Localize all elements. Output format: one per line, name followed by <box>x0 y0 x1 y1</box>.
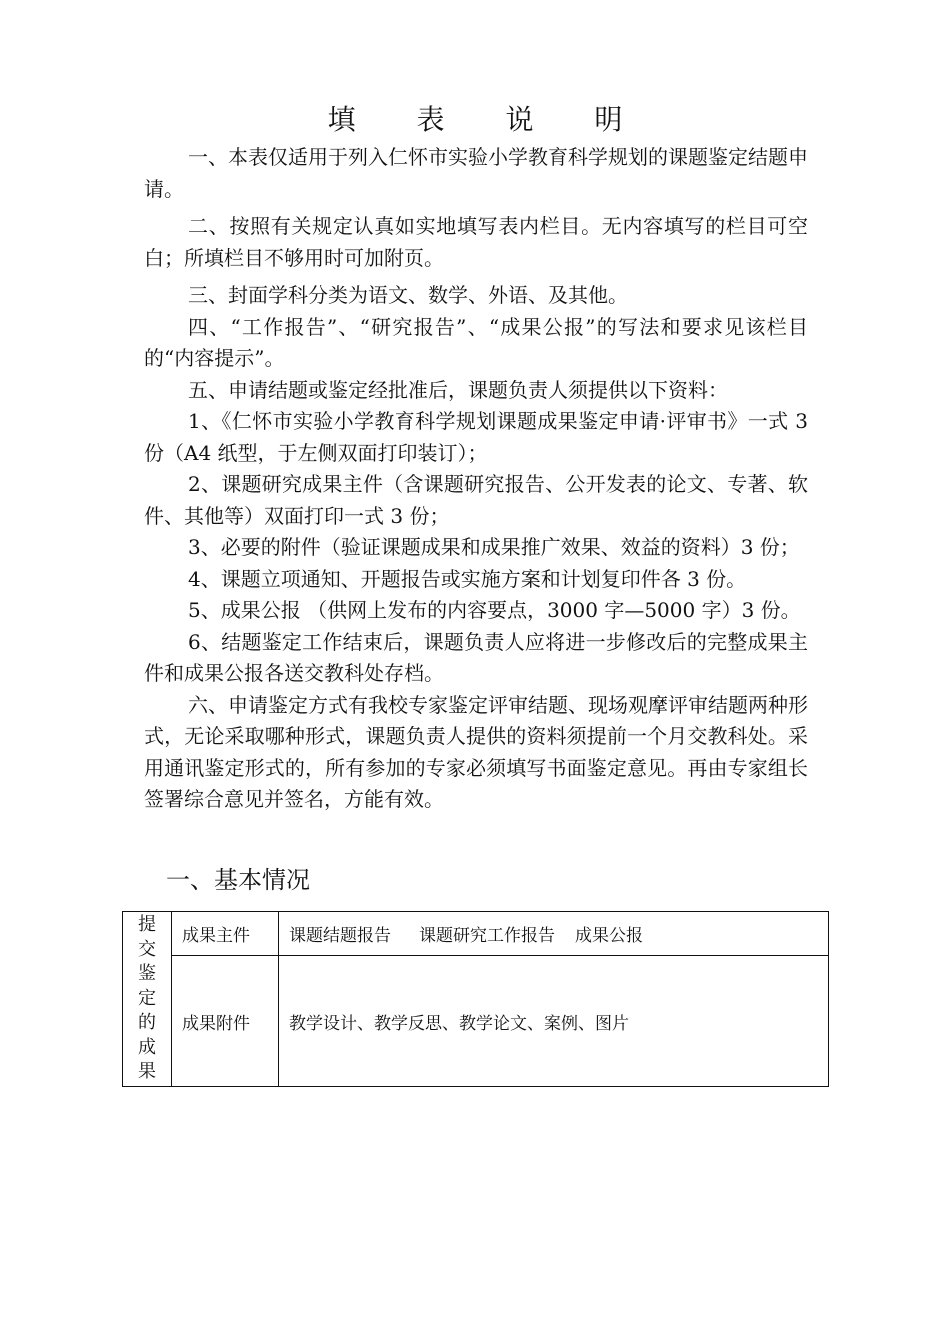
page-title: 填 表 说 明 <box>327 103 649 136</box>
table-row <box>123 956 829 1087</box>
row-label-attachments: 成果附件 <box>172 956 279 1087</box>
vertical-header-cell <box>123 912 172 1087</box>
vertical-header-char: 成 <box>138 1036 156 1058</box>
instruction-subitem-5: 5、成果公报 （供网上发布的内容要点，3000 字—5000 字）3 份。 <box>188 598 801 622</box>
instruction-item-3: 三、封面学科分类为语文、数学、外语、及其他。 <box>188 283 628 307</box>
main-item-work-report: 课题研究工作报告 <box>419 926 555 946</box>
instruction-item-2: 二、按照有关规定认真如实地填写表内栏目。无内容填写的栏目可空白；所填栏目不够用时可加附页。 <box>144 214 808 270</box>
vertical-header-char: 鉴 <box>138 963 156 985</box>
row-label-main: 成果主件 <box>172 912 279 956</box>
vertical-header-char: 果 <box>138 1061 156 1083</box>
instruction-item-4: 四、“工作报告”、“研究报告”、“成果公报”的写法和要求见该栏目的“内容提示”。 <box>144 314 808 370</box>
main-item-final-report: 课题结题报告 <box>289 926 391 946</box>
basic-info-table <box>122 911 829 1087</box>
table-row <box>123 912 829 956</box>
instruction-subitem-1: 1、《仁怀市实验小学教育科学规划课题成果鉴定申请·评审书》一式 3 份（A4 纸型，于左侧双面打印装订）； <box>144 409 808 465</box>
row-value-attachments: 教学设计、教学反思、教学论文、案例、图片 <box>279 956 829 1087</box>
vertical-header-char: 的 <box>138 1012 156 1034</box>
instruction-item-1: 一、本表仅适用于列入仁怀市实验小学教育科学规划的课题鉴定结题申请。 <box>144 145 808 201</box>
instruction-subitem-2: 2、课题研究成果主件（含课题研究报告、公开发表的论文、专著、软件、其他等）双面打印一式 3 份； <box>144 472 808 528</box>
instruction-item-6: 六、申请鉴定方式有我校专家鉴定评审结题、现场观摩评审结题两种形式，无论采取哪种形式，课题负责人提供的资料须提前一个月交教科处。采用通讯鉴定形式的，所有参加的专家必须填写书面鉴定意见。再由专家组长签署综合意见并签名，方能有效。 <box>144 692 808 811</box>
instruction-subitem-3: 3、必要的附件（验证课题成果和成果推广效果、效益的资料）3 份； <box>188 535 800 559</box>
vertical-header-char: 交 <box>138 938 156 960</box>
instruction-subitem-4: 4、课题立项通知、开题报告或实施方案和计划复印件各 3 份。 <box>188 566 747 591</box>
instructions <box>144 142 808 816</box>
instruction-subitem-6: 6、结题鉴定工作结束后，课题负责人应将进一步修改后的完整成果主件和成果公报各送交教科处存档。 <box>144 629 808 685</box>
vertical-header-char: 提 <box>138 914 156 936</box>
vertical-header-char: 定 <box>138 987 156 1009</box>
row-value-main <box>279 912 829 956</box>
main-item-bulletin: 成果公报 <box>575 926 643 946</box>
section-heading-basic-info: 一、基本情况 <box>166 866 310 894</box>
instruction-item-5: 五、申请结题或鉴定经批准后，课题负责人须提供以下资料： <box>188 377 728 402</box>
